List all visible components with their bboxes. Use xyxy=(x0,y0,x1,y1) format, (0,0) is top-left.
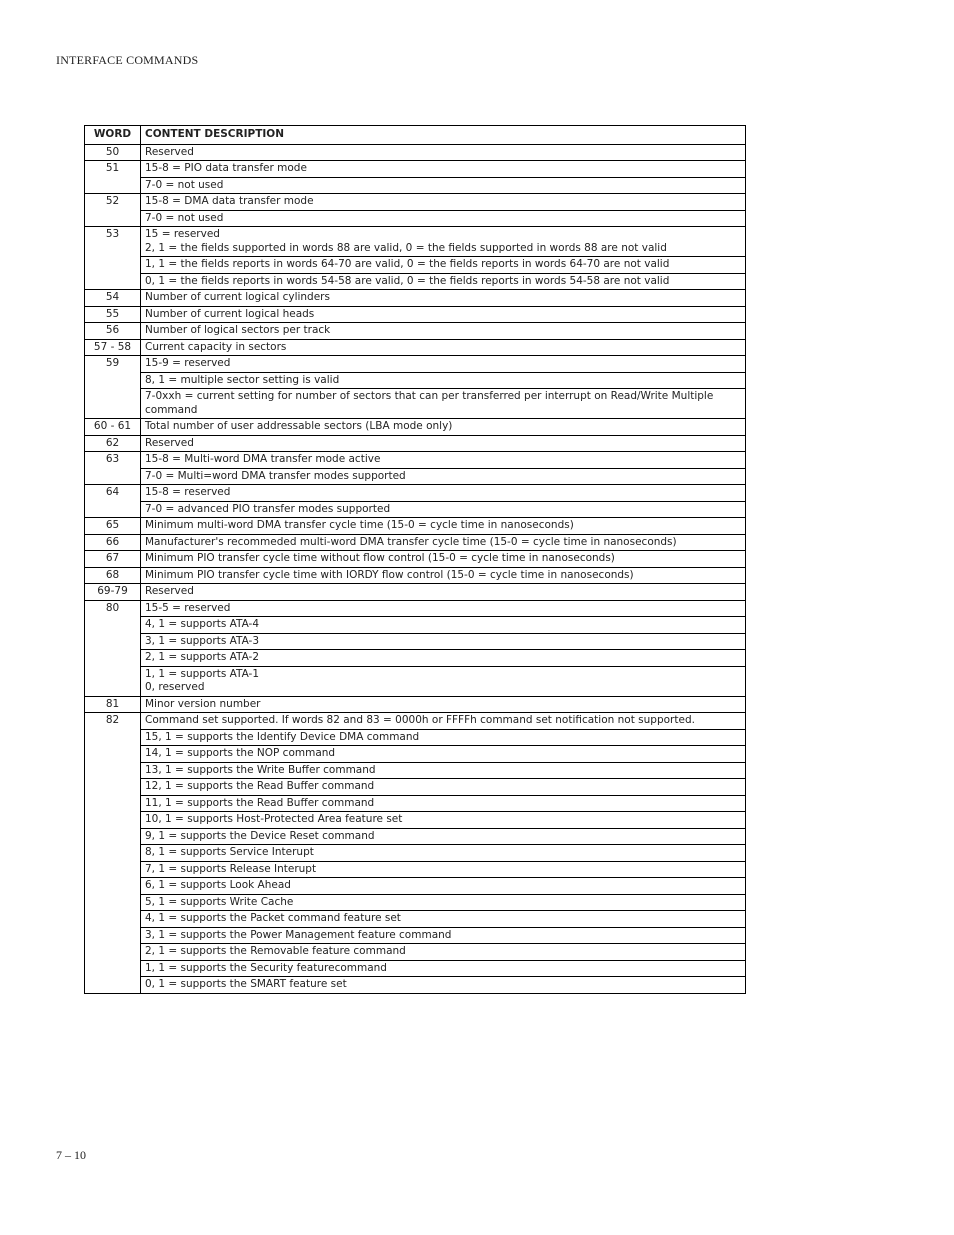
table-body xyxy=(85,144,746,993)
table-row xyxy=(85,650,746,667)
word-cell: 55 xyxy=(85,306,141,323)
word-cell: 65 xyxy=(85,518,141,535)
table-header-row xyxy=(85,126,746,145)
table-row xyxy=(85,696,746,713)
table-row xyxy=(85,960,746,977)
description-cell: 4, 1 = supports ATA-4 xyxy=(141,617,746,634)
column-header-content-description: CONTENT DESCRIPTION xyxy=(141,126,746,145)
table-row xyxy=(85,339,746,356)
table-row xyxy=(85,435,746,452)
description-cell: 14, 1 = supports the NOP command xyxy=(141,746,746,763)
table-row xyxy=(85,911,746,928)
description-cell: Minimum PIO transfer cycle time with IORDY flow control (15-0 = cycle time in nanoseconds) xyxy=(141,567,746,584)
table-row xyxy=(85,617,746,634)
word-cell: 56 xyxy=(85,323,141,340)
description-cell: 1, 1 = the fields reports in words 64-70 are valid, 0 = the fields reports in words 64-70 are not valid xyxy=(141,257,746,274)
column-header-word: WORD xyxy=(85,126,141,145)
description-cell: Reserved xyxy=(141,584,746,601)
page-header: INTERFACE COMMANDS xyxy=(56,53,199,67)
description-cell: Manufacturer's recommeded multi-word DMA transfer cycle time (15-0 = cycle time in nanoseconds) xyxy=(141,534,746,551)
table-row xyxy=(85,194,746,211)
table-row xyxy=(85,306,746,323)
table-row xyxy=(85,389,746,419)
table-row xyxy=(85,861,746,878)
description-cell: 15-9 = reserved xyxy=(141,356,746,373)
table-row xyxy=(85,894,746,911)
table-row xyxy=(85,845,746,862)
description-cell: 9, 1 = supports the Device Reset command xyxy=(141,828,746,845)
description-cell: 1, 1 = supports ATA-1 0, reserved xyxy=(141,666,746,696)
description-cell: 15-8 = PIO data transfer mode xyxy=(141,161,746,178)
table-row xyxy=(85,534,746,551)
description-cell: Total number of user addressable sectors (LBA mode only) xyxy=(141,419,746,436)
description-cell: 7-0 = Multi=word DMA transfer modes supported xyxy=(141,468,746,485)
description-cell: 1, 1 = supports the Security featurecommand xyxy=(141,960,746,977)
description-cell: Minimum multi-word DMA transfer cycle time (15-0 = cycle time in nanoseconds) xyxy=(141,518,746,535)
word-cell: 52 xyxy=(85,194,141,227)
table-row xyxy=(85,944,746,961)
description-cell: 6, 1 = supports Look Ahead xyxy=(141,878,746,895)
table-row xyxy=(85,356,746,373)
table-row xyxy=(85,257,746,274)
table-row xyxy=(85,795,746,812)
table-row xyxy=(85,746,746,763)
table-row xyxy=(85,323,746,340)
description-cell: 12, 1 = supports the Read Buffer command xyxy=(141,779,746,796)
table-row xyxy=(85,273,746,290)
description-cell: 3, 1 = supports the Power Management feature command xyxy=(141,927,746,944)
table-row xyxy=(85,927,746,944)
word-cell: 63 xyxy=(85,452,141,485)
description-cell: 5, 1 = supports Write Cache xyxy=(141,894,746,911)
description-cell: Number of current logical cylinders xyxy=(141,290,746,307)
description-cell: 15-8 = Multi-word DMA transfer mode active xyxy=(141,452,746,469)
description-cell: 15-8 = DMA data transfer mode xyxy=(141,194,746,211)
description-cell: Current capacity in sectors xyxy=(141,339,746,356)
table-row xyxy=(85,584,746,601)
table-row xyxy=(85,210,746,227)
table-row xyxy=(85,452,746,469)
description-cell: 10, 1 = supports Host-Protected Area feature set xyxy=(141,812,746,829)
description-cell: 2, 1 = supports ATA-2 xyxy=(141,650,746,667)
description-cell: 7-0xxh = current setting for number of sectors that can per transferred per interrupt on Read/Write Multiple command xyxy=(141,389,746,419)
table-row xyxy=(85,144,746,161)
table-row xyxy=(85,878,746,895)
description-cell: 2, 1 = supports the Removable feature command xyxy=(141,944,746,961)
word-cell: 80 xyxy=(85,600,141,696)
table-row xyxy=(85,419,746,436)
description-cell: 4, 1 = supports the Packet command feature set xyxy=(141,911,746,928)
description-cell: Reserved xyxy=(141,144,746,161)
description-cell: 8, 1 = multiple sector setting is valid xyxy=(141,372,746,389)
description-cell: Number of current logical heads xyxy=(141,306,746,323)
table-row xyxy=(85,227,746,257)
description-cell: 7-0 = not used xyxy=(141,210,746,227)
description-cell: 0, 1 = supports the SMART feature set xyxy=(141,977,746,994)
identify-device-word-table xyxy=(84,125,746,994)
word-cell: 62 xyxy=(85,435,141,452)
word-cell: 66 xyxy=(85,534,141,551)
table-row xyxy=(85,501,746,518)
description-cell: 13, 1 = supports the Write Buffer command xyxy=(141,762,746,779)
description-cell: 8, 1 = supports Service Interupt xyxy=(141,845,746,862)
description-cell: 3, 1 = supports ATA-3 xyxy=(141,633,746,650)
word-cell: 67 xyxy=(85,551,141,568)
description-cell: 15-5 = reserved xyxy=(141,600,746,617)
description-cell: 11, 1 = supports the Read Buffer command xyxy=(141,795,746,812)
word-cell: 64 xyxy=(85,485,141,518)
word-cell: 59 xyxy=(85,356,141,419)
description-cell: Reserved xyxy=(141,435,746,452)
description-cell: Command set supported. If words 82 and 83 = 0000h or FFFFh command set notification not supported. xyxy=(141,713,746,730)
word-cell: 53 xyxy=(85,227,141,290)
table-row xyxy=(85,518,746,535)
description-cell: 15-8 = reserved xyxy=(141,485,746,502)
description-cell: Minor version number xyxy=(141,696,746,713)
table-row xyxy=(85,372,746,389)
description-cell: 0, 1 = the fields reports in words 54-58 are valid, 0 = the fields reports in words 54-58 are not valid xyxy=(141,273,746,290)
table-row xyxy=(85,828,746,845)
description-cell: 7, 1 = supports Release Interupt xyxy=(141,861,746,878)
word-cell: 82 xyxy=(85,713,141,994)
word-cell: 51 xyxy=(85,161,141,194)
table-row xyxy=(85,666,746,696)
table-row xyxy=(85,600,746,617)
description-cell: Number of logical sectors per track xyxy=(141,323,746,340)
table-row xyxy=(85,290,746,307)
table-row xyxy=(85,161,746,178)
word-cell: 69-79 xyxy=(85,584,141,601)
table-row xyxy=(85,551,746,568)
table-row xyxy=(85,633,746,650)
page-number: 7 – 10 xyxy=(56,1148,86,1162)
table-row xyxy=(85,729,746,746)
word-cell: 81 xyxy=(85,696,141,713)
description-cell: 7-0 = not used xyxy=(141,177,746,194)
description-cell: 7-0 = advanced PIO transfer modes supported xyxy=(141,501,746,518)
description-cell: 15, 1 = supports the Identify Device DMA command xyxy=(141,729,746,746)
description-cell: 15 = reserved 2, 1 = the fields supported in words 88 are valid, 0 = the fields supported in words 88 are not valid xyxy=(141,227,746,257)
word-cell: 50 xyxy=(85,144,141,161)
table-row xyxy=(85,812,746,829)
table-row xyxy=(85,762,746,779)
table-row xyxy=(85,468,746,485)
table-row xyxy=(85,485,746,502)
word-cell: 54 xyxy=(85,290,141,307)
word-cell: 60 - 61 xyxy=(85,419,141,436)
table-row xyxy=(85,779,746,796)
word-cell: 57 - 58 xyxy=(85,339,141,356)
table-row xyxy=(85,977,746,994)
table-row xyxy=(85,177,746,194)
description-cell: Minimum PIO transfer cycle time without flow control (15-0 = cycle time in nanoseconds) xyxy=(141,551,746,568)
word-cell: 68 xyxy=(85,567,141,584)
table-row xyxy=(85,713,746,730)
table-row xyxy=(85,567,746,584)
